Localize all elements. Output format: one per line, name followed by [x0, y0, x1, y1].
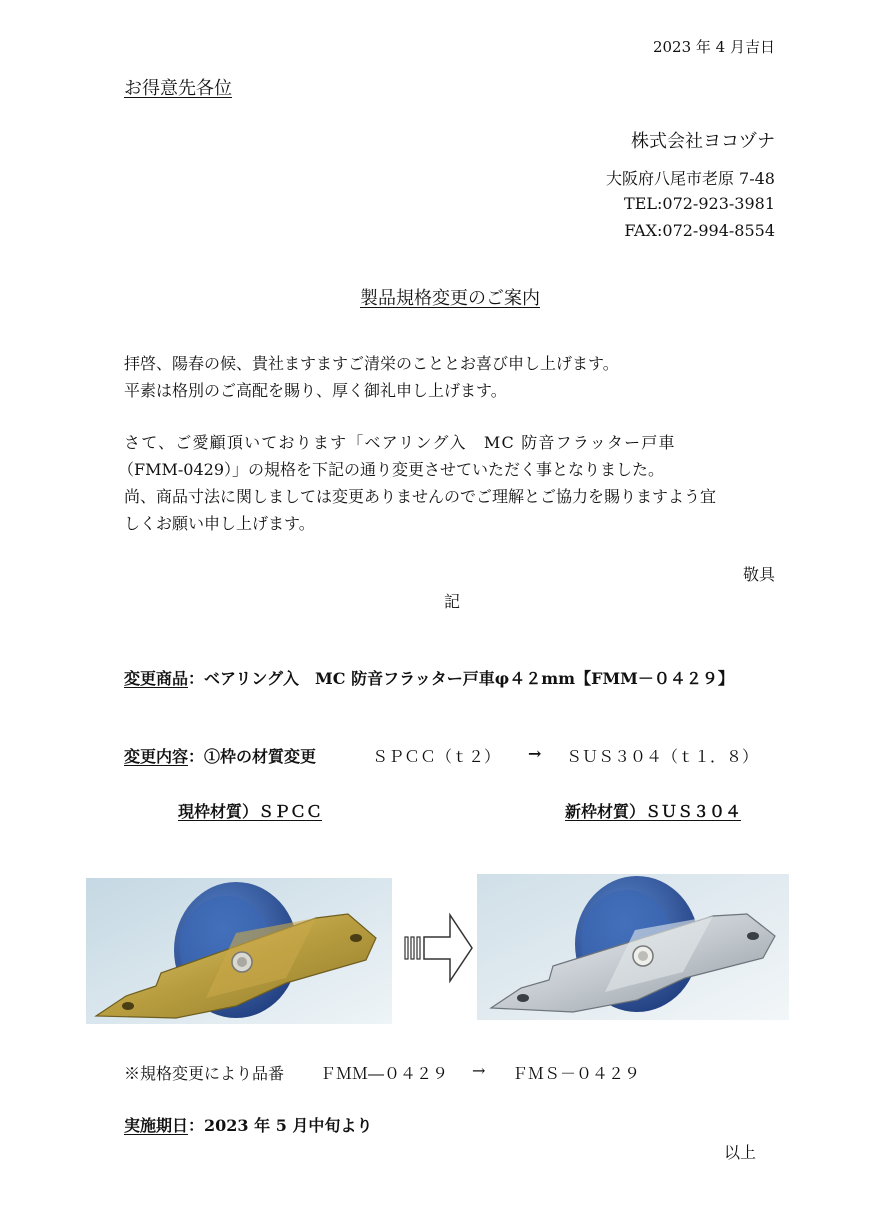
- sender-company: 株式会社ヨコヅナ: [631, 131, 775, 152]
- sender-address: 大阪府八尾市老原 7-48: [605, 169, 775, 188]
- effective-row: [124, 1113, 372, 1136]
- greeting-line-2: 平素は格別のご高配を賜り、厚く御礼申し上げます。: [124, 381, 507, 400]
- body-line-1: さて、ご愛顧頂いております「ベアリング入 MC 防音フラッター戸車: [124, 433, 676, 452]
- end-mark: 以上: [724, 1143, 757, 1162]
- change-from: ＳＰＣＣ（ｔ２）: [372, 747, 501, 766]
- note-arrow: →: [472, 1061, 486, 1080]
- new-product-photo: [477, 874, 789, 1020]
- change-content-label: 変更内容: [124, 747, 189, 766]
- change-arrow: →: [528, 744, 542, 763]
- document-title: 製品規格変更のご案内: [360, 288, 540, 309]
- note-prefix: ※規格変更により品番: [124, 1064, 285, 1083]
- current-material: 現枠材質）ＳＰＣＣ: [178, 802, 323, 821]
- effective-value: ：2023 年 5 月中旬より: [188, 1116, 373, 1135]
- body-line-2: （FMM-0429）」の規格を下記の通り変更させていただく事となりました。: [118, 460, 664, 479]
- changed-product-value: ：ベアリング入 MC 防音フラッター戸車φ４２mm【FMM－０４２９】: [188, 669, 734, 688]
- new-material: 新枠材質）ＳＵＳ３０４: [565, 802, 742, 821]
- ki-marker: 記: [444, 592, 461, 611]
- change-content-row: [124, 744, 316, 767]
- recipient: お得意先各位: [124, 78, 232, 99]
- changed-product-row: [124, 666, 734, 689]
- changed-product-label: 変更商品: [124, 669, 189, 688]
- body-line-4: しくお願い申し上げます。: [124, 514, 315, 533]
- closing: 敬具: [742, 565, 775, 584]
- effective-label: 実施期日: [124, 1116, 189, 1135]
- body-line-3: 尚、商品寸法に関しましては変更ありませんのでご理解とご協力を賜りますよう宜: [124, 487, 717, 506]
- note-old-code: ＦＭＭ―０４２９: [320, 1064, 449, 1083]
- change-content-item: ：①枠の材質変更: [188, 747, 317, 766]
- change-to: ＳＵＳ３０４（ｔ１．８）: [566, 747, 759, 766]
- date: 2023 年 4 月吉日: [652, 38, 775, 56]
- right-arrow-icon: [404, 911, 474, 985]
- sender-fax: FAX:072-994-8554: [624, 221, 775, 240]
- note-new-code: ＦＭＳ－０４２９: [512, 1064, 641, 1083]
- current-product-photo: [86, 878, 392, 1024]
- greeting-line-1: 拝啓、陽春の候、貴社ますますご清栄のこととお喜び申し上げます。: [124, 354, 619, 373]
- sender-tel: TEL:072-923-3981: [624, 194, 775, 213]
